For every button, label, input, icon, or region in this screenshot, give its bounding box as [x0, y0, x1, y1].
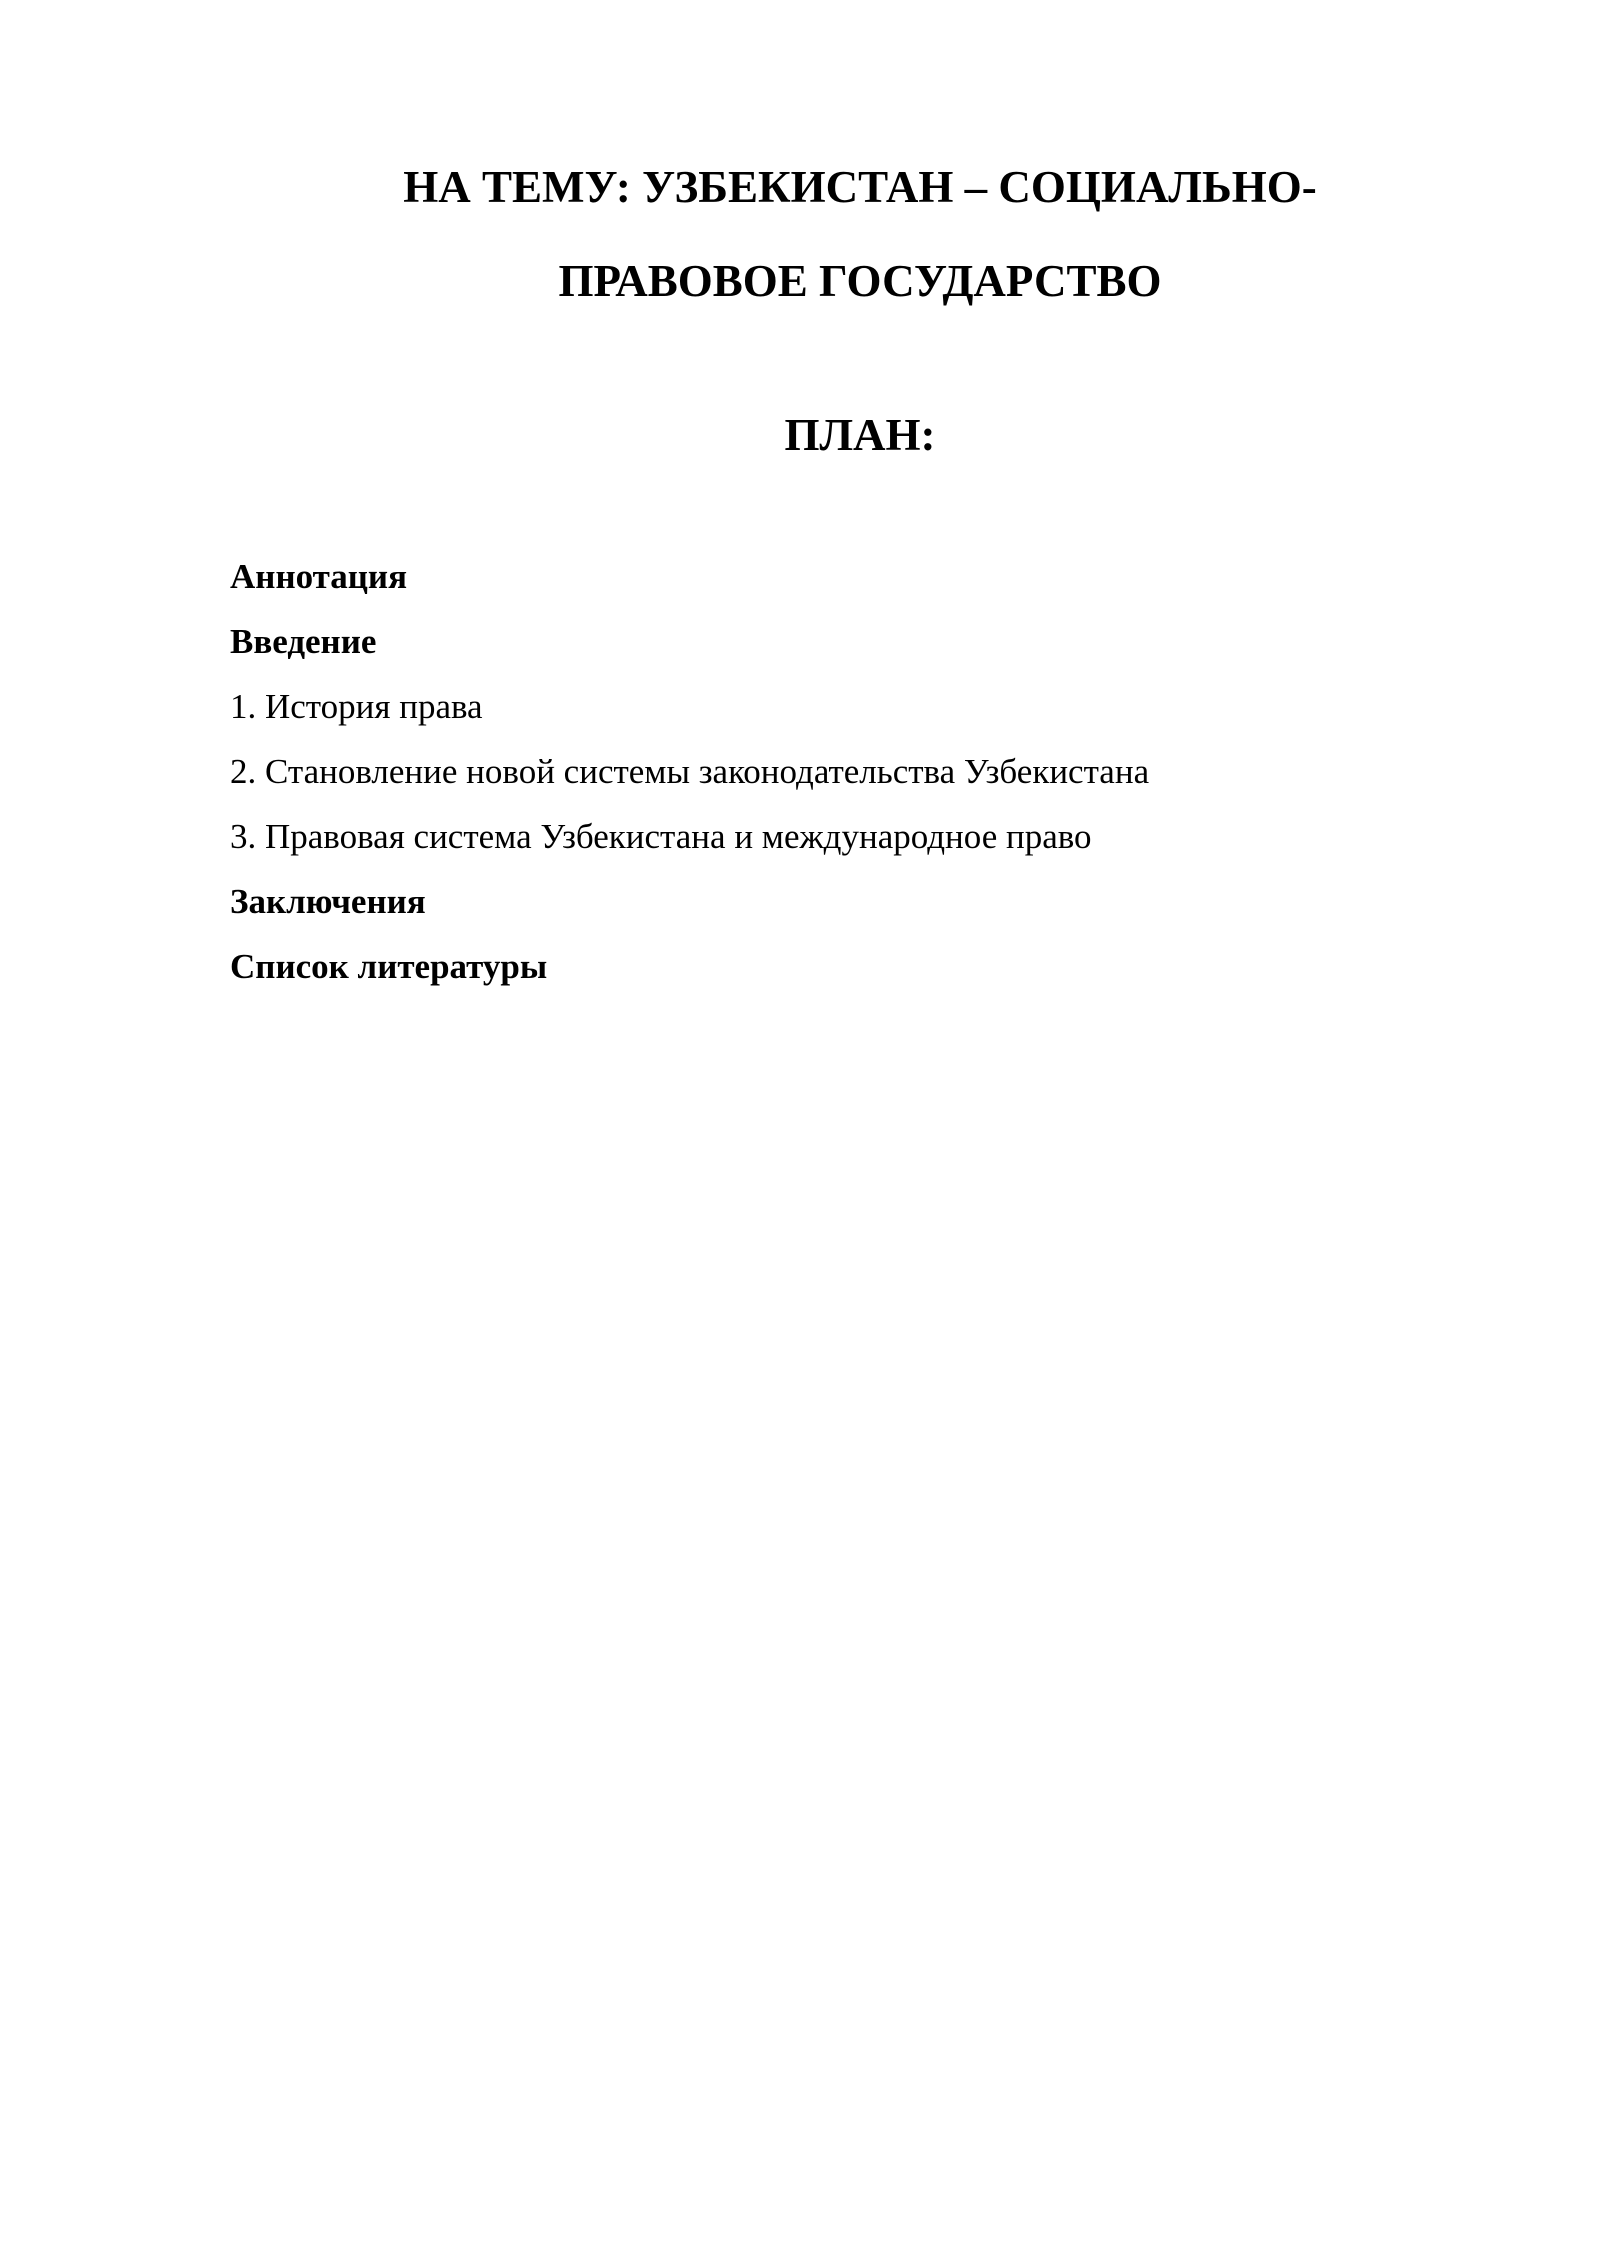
plan-item-conclusions: Заключения	[230, 882, 426, 921]
title-line-2: ПРАВОВОЕ ГОСУДАРСТВО	[558, 256, 1162, 306]
title-line-1: НА ТЕМУ: УЗБЕКИСТАН – СОЦИАЛЬНО-	[403, 162, 1317, 212]
plan-item-references: Список литературы	[230, 947, 548, 986]
plan-item-annotation: Аннотация	[230, 557, 408, 596]
document-title	[230, 140, 1490, 328]
plan-list	[230, 544, 1149, 999]
plan-item-2: 2. Становление новой системы законодательства Узбекистана	[230, 752, 1150, 791]
plan-item-3: 3. Правовая система Узбекистана и международное право	[230, 817, 1092, 856]
plan-item-1: 1. История права	[230, 687, 483, 726]
plan-item-introduction: Введение	[230, 622, 377, 661]
plan-heading: ПЛАН:	[784, 410, 936, 460]
